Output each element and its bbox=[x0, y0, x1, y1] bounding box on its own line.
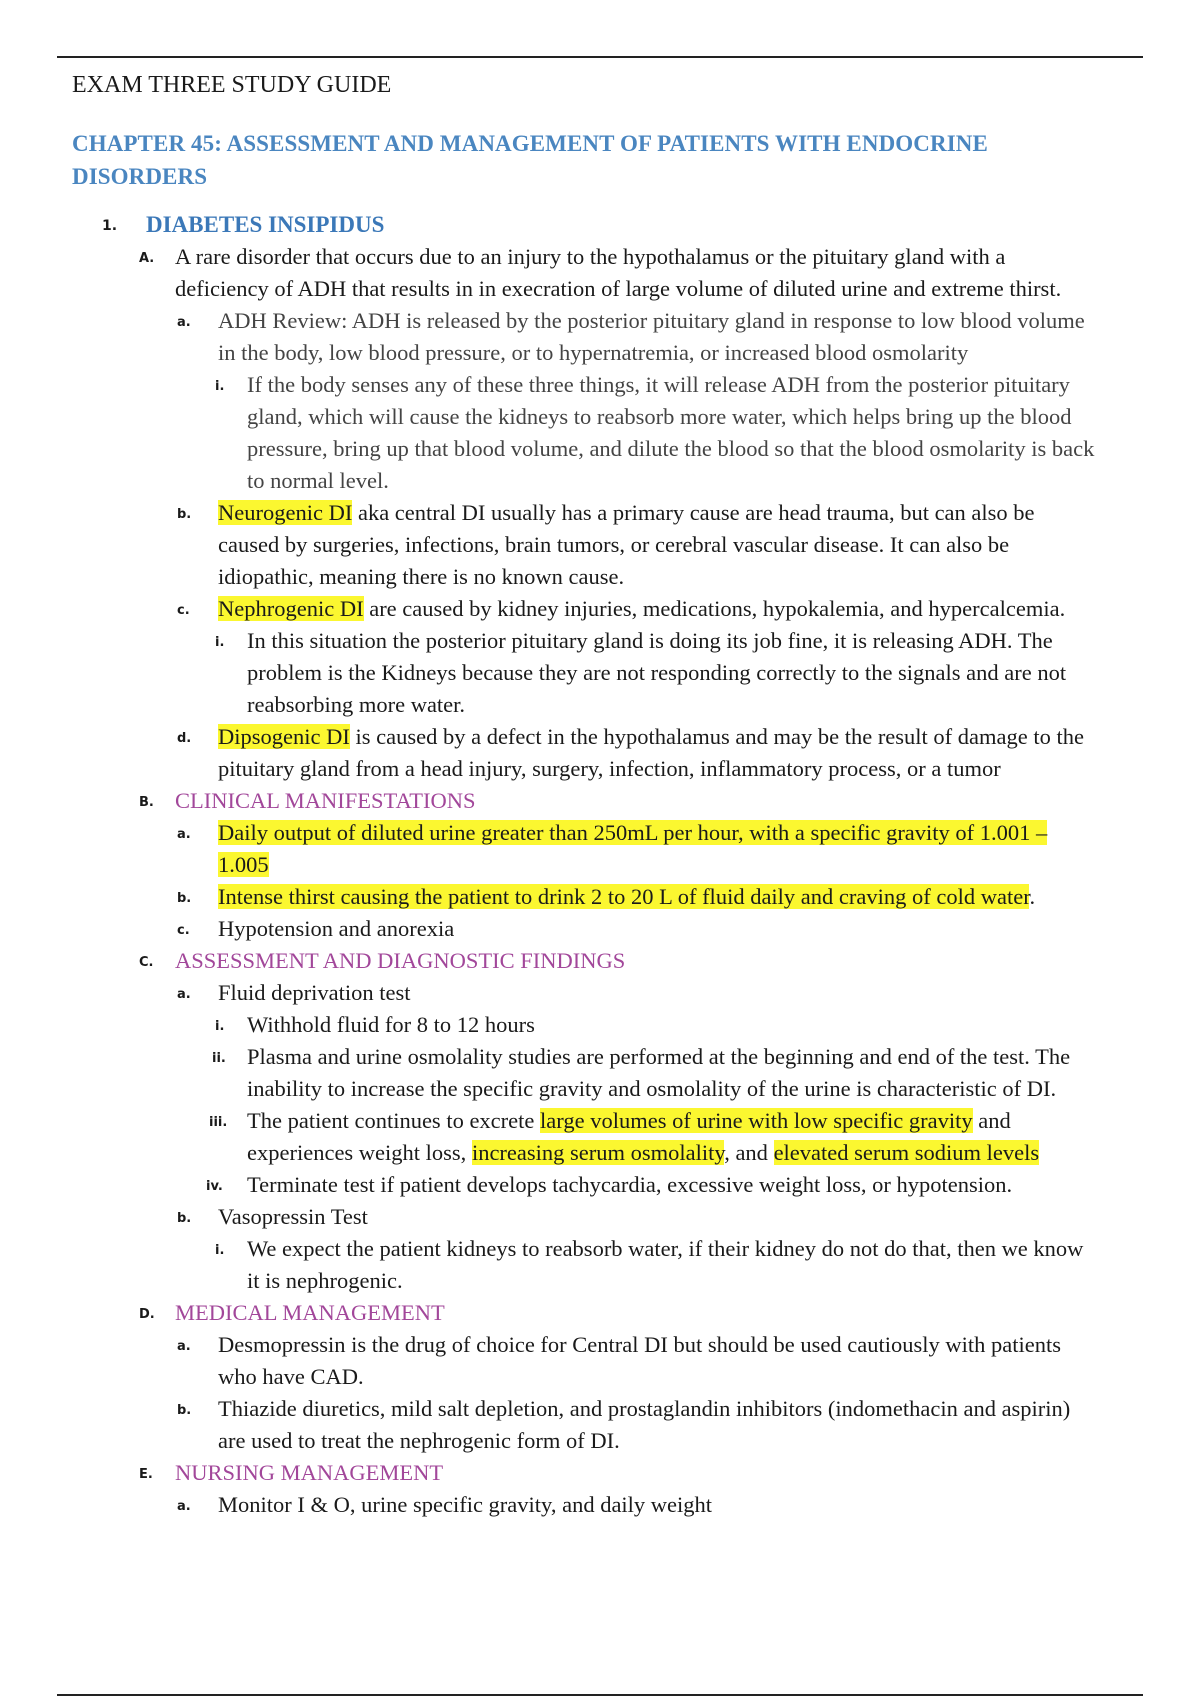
highlighted-text: elevated serum sodium levels bbox=[773, 1140, 1040, 1165]
list-marker: 1. bbox=[102, 218, 118, 234]
text-line bbox=[218, 721, 1084, 753]
list-marker: E. bbox=[139, 1467, 153, 1482]
chapter-heading-line: CHAPTER 45: ASSESSMENT AND MANAGEMENT OF PATIENTS WITH ENDOCRINE bbox=[72, 131, 988, 156]
text-span: The patient continues to excrete bbox=[247, 1108, 541, 1133]
text-span: , and bbox=[724, 1140, 774, 1165]
list-marker: b. bbox=[177, 891, 192, 906]
list-marker: a. bbox=[177, 315, 191, 330]
text-line bbox=[247, 1105, 1011, 1137]
text-line: who have CAD. bbox=[218, 1364, 364, 1389]
text-line: Terminate test if patient develops tachycardia, excessive weight loss, or hypotension. bbox=[247, 1172, 1013, 1197]
text-line: ADH Review: ADH is released by the posterior pituitary gland in response to low blood volume bbox=[218, 308, 1085, 333]
list-marker: c. bbox=[177, 923, 190, 938]
list-marker: i. bbox=[215, 635, 225, 650]
highlighted-term: Dipsogenic DI bbox=[218, 724, 350, 749]
text-span: is caused by a defect in the hypothalamus and may be the result of damage to the bbox=[349, 724, 1084, 749]
text-line: If the body senses any of these three things, it will release ADH from the posterior pituitary bbox=[247, 372, 1070, 397]
list-marker: D. bbox=[139, 1307, 155, 1322]
list-marker: d. bbox=[177, 731, 192, 746]
highlighted-text: increasing serum osmolality bbox=[471, 1140, 725, 1165]
list-marker: a. bbox=[177, 827, 191, 842]
text-line: pituitary gland from a head injury, surgery, infection, inflammatory process, or a tumor bbox=[218, 756, 1001, 781]
list-marker: a. bbox=[177, 987, 191, 1002]
list-marker: b. bbox=[177, 1403, 192, 1418]
list-marker: i. bbox=[215, 1019, 225, 1034]
list-marker: b. bbox=[177, 507, 192, 522]
text-line bbox=[218, 817, 1047, 849]
text-line: reabsorbing more water. bbox=[247, 692, 466, 717]
text-line: Thiazide diuretics, mild salt depletion, and prostaglandin inhibitors (indomethacin and aspirin) bbox=[218, 1396, 1071, 1421]
text-line: deficiency of ADH that results in in execration of large volume of diluted urine and extreme thirst. bbox=[175, 276, 1062, 301]
bottom-rule bbox=[57, 1694, 1143, 1696]
chapter-heading-line: DISORDERS bbox=[72, 164, 208, 189]
text-span: and bbox=[972, 1108, 1011, 1133]
text-line: Fluid deprivation test bbox=[218, 980, 411, 1005]
text-line: are used to treat the nephrogenic form of DI. bbox=[218, 1428, 620, 1453]
list-marker: b. bbox=[177, 1211, 192, 1226]
text-line: problem is the Kidneys because they are not responding correctly to the signals and are not bbox=[247, 660, 1067, 685]
text-line: Intense thirst causing the patient to drink 2 to 20 L of fluid daily and craving of cold water. bbox=[218, 884, 1036, 909]
subsection-heading: CLINICAL MANIFESTATIONS bbox=[175, 788, 476, 813]
text-line: inability to increase the specific gravity and osmolality of the urine is characteristic of DI. bbox=[247, 1076, 1057, 1101]
list-marker: a. bbox=[177, 1499, 191, 1514]
text-line: caused by surgeries, infections, brain tumors, or cerebral vascular disease. It can also be bbox=[218, 532, 1010, 557]
list-marker: C. bbox=[139, 955, 154, 970]
highlighted-term: Neurogenic DI bbox=[218, 500, 353, 525]
document-title: EXAM THREE STUDY GUIDE bbox=[72, 72, 392, 98]
text-line bbox=[218, 849, 269, 881]
text-line: Hypotension and anorexia bbox=[218, 916, 455, 941]
list-marker: iii. bbox=[209, 1115, 228, 1130]
highlighted-text: Daily output of diluted urine greater than 250mL per hour, with a specific gravity of 1.001 – bbox=[218, 820, 1048, 845]
text-line: Plasma and urine osmolality studies are performed at the beginning and end of the test. The bbox=[247, 1044, 1071, 1069]
text-line: A rare disorder that occurs due to an injury to the hypothalamus or the pituitary gland with a bbox=[175, 244, 1006, 269]
highlighted-text: Intense thirst causing the patient to drink 2 to 20 L of fluid daily and craving of cold water bbox=[218, 884, 1030, 909]
text-line: Vasopressin Test bbox=[218, 1204, 368, 1229]
text-line bbox=[247, 1137, 1039, 1169]
subsection-heading: MEDICAL MANAGEMENT bbox=[175, 1300, 445, 1325]
text-line: it is nephrogenic. bbox=[247, 1268, 403, 1293]
text-span: experiences weight loss, bbox=[247, 1140, 472, 1165]
highlighted-text: 1.005 bbox=[218, 852, 269, 877]
list-marker: a. bbox=[177, 1339, 191, 1354]
text-line bbox=[218, 497, 1035, 529]
text-line: Withhold fluid for 8 to 12 hours bbox=[247, 1012, 535, 1037]
text-line: pressure, bring up that blood volume, and dilute the blood so that the blood osmolarity is back bbox=[247, 436, 1095, 461]
chapter-heading bbox=[72, 127, 1082, 193]
text-line: to normal level. bbox=[247, 468, 389, 493]
top-rule bbox=[57, 56, 1143, 58]
text-line: in the body, low blood pressure, or to hypernatremia, or increased blood osmolarity bbox=[218, 340, 969, 365]
list-marker: i. bbox=[215, 1243, 225, 1258]
list-marker: B. bbox=[139, 795, 154, 810]
subsection-heading: NURSING MANAGEMENT bbox=[175, 1460, 444, 1485]
text-line: In this situation the posterior pituitary gland is doing its job fine, it is releasing ADH. The bbox=[247, 628, 1053, 653]
highlighted-text: large volumes of urine with low specific gravity bbox=[540, 1108, 973, 1133]
text-line: Desmopressin is the drug of choice for Central DI but should be used cautiously with patients bbox=[218, 1332, 1061, 1357]
list-marker: iv. bbox=[206, 1179, 223, 1194]
section-heading: DIABETES INSIPIDUS bbox=[146, 212, 385, 237]
text-span: are caused by kidney injuries, medications, hypokalemia, and hypercalcemia. bbox=[363, 596, 1066, 621]
text-line: gland, which will cause the kidneys to reabsorb more water, which helps bring up the blood bbox=[247, 404, 1072, 429]
list-marker: c. bbox=[177, 603, 190, 618]
highlighted-term: Nephrogenic DI bbox=[218, 596, 364, 621]
text-line: idiopathic, meaning there is no known cause. bbox=[218, 564, 625, 589]
list-marker: ii. bbox=[212, 1051, 226, 1066]
text-line bbox=[218, 593, 1065, 625]
list-marker: i. bbox=[215, 379, 225, 394]
text-line: Monitor I & O, urine specific gravity, and daily weight bbox=[218, 1492, 713, 1517]
text-line: We expect the patient kidneys to reabsorb water, if their kidney do not do that, then we know bbox=[247, 1236, 1084, 1261]
subsection-heading: ASSESSMENT AND DIAGNOSTIC FINDINGS bbox=[175, 948, 626, 973]
list-marker: A. bbox=[139, 251, 155, 266]
text-span: aka central DI usually has a primary cause are head trauma, but can also be bbox=[352, 500, 1035, 525]
